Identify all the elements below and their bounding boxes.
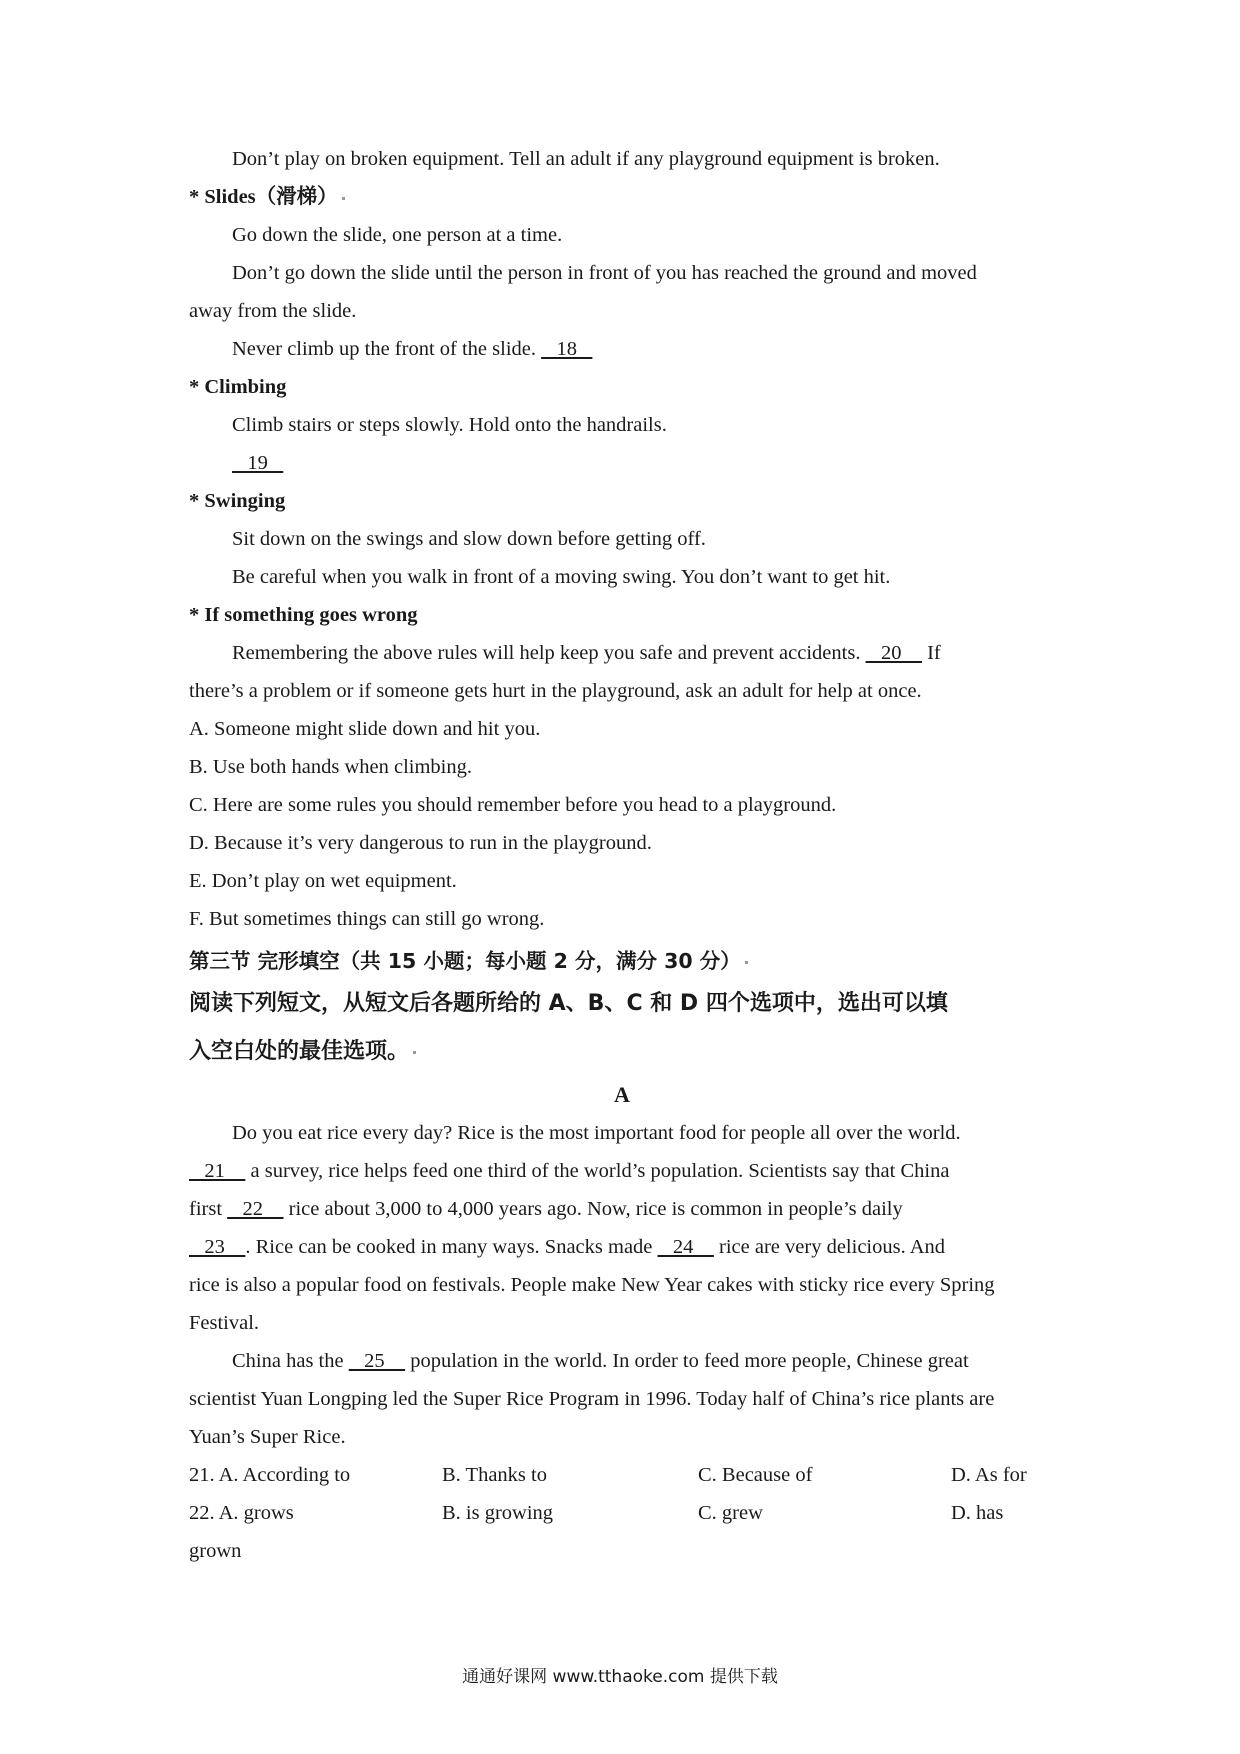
document-page [189,140,1055,1570]
choice-c: C. grew [698,1502,763,1524]
section-title-text: 第三节 完形填空（共 15 小题；每小题 2 分，满分 30 分） [189,949,741,973]
passage-label: A [614,1082,630,1107]
text-segment: a survey, rice helps feed one third of the world’s population. Scientists say that China [245,1160,950,1182]
paragraph-mark [413,1051,416,1054]
text-line: Sit down on the swings and slow down before getting off. [232,528,706,550]
text-segment: China has the [232,1350,349,1372]
blank-22: 22 [227,1198,284,1220]
choice-a: 22. A. grows [189,1502,294,1524]
text-segment: first [189,1198,228,1220]
text-segment: If [921,642,941,664]
text-line [189,634,1055,672]
choice-d-continuation: grown [189,1540,242,1562]
question-21 [189,1456,1055,1494]
option-d: D. Because it’s very dangerous to run in the playground. [189,832,652,854]
choice-b: B. is growing [442,1502,554,1524]
text-line: Climb stairs or steps slowly. Hold onto the handrails. [232,414,667,436]
text-line: Don’t play on broken equipment. Tell an adult if any playground equipment is broken. [232,148,940,170]
choice-c: C. Because of [698,1464,813,1486]
section-heading-slides [189,178,1055,216]
choice-d: D. As for [951,1464,1027,1486]
instruction-text: 入空白处的最佳选项。 [189,1039,410,1064]
text-line [189,444,1055,482]
text-segment: . Rice can be cooked in many ways. Snacks made [245,1236,658,1258]
instruction-line: 阅读下列短文，从短文后各题所给的 A、B、C 和 D 四个选项中，选出可以填 [189,991,948,1016]
text-line: away from the slide. [189,300,357,322]
choice-a: 21. A. According to [189,1464,351,1486]
option-b: B. Use both hands when climbing. [189,756,472,778]
blank-23: 23 [189,1236,246,1258]
blank-20: 20 [865,642,922,664]
text-segment: population in the world. In order to feed more people, Chinese great [405,1350,969,1372]
text-segment: Never climb up the front of the slide. [232,338,542,360]
heading-text: * Slides（滑梯） [189,186,338,208]
blank-21: 21 [189,1160,246,1182]
text-line: Yuan’s Super Rice. [189,1426,346,1448]
text-line: there’s a problem or if someone gets hurt in the playground, ask an adult for help at once. [189,680,922,702]
text-segment: Remembering the above rules will help keep you safe and prevent accidents. [232,642,866,664]
text-line [189,1228,1055,1266]
text-line [189,330,1055,368]
text-line: scientist Yuan Longping led the Super Rice Program in 1996. Today half of China’s rice plants are [189,1388,995,1410]
text-line: Do you eat rice every day? Rice is the most important food for people all over the world. [232,1122,961,1144]
option-c: C. Here are some rules you should remember before you head to a playground. [189,794,837,816]
footer-source: 通通好课网 www.tthaoke.com 提供下载 [462,1667,778,1687]
paragraph-mark [342,197,345,200]
text-line: Go down the slide, one person at a time. [232,224,563,246]
option-f: F. But sometimes things can still go wrong. [189,908,545,930]
blank-25: 25 [348,1350,406,1372]
text-segment: rice are very delicious. And [713,1236,946,1258]
option-a: A. Someone might slide down and hit you. [189,718,541,740]
section-heading-wrong: * If something goes wrong [189,604,418,626]
text-line: Be careful when you walk in front of a moving swing. You don’t want to get hit. [232,566,891,588]
option-e: E. Don’t play on wet equipment. [189,870,457,892]
question-22 [189,1494,1055,1532]
text-line [189,1152,1055,1190]
instruction-line [189,1028,1055,1076]
section-title [189,942,1055,980]
text-line: rice is also a popular food on festivals. People make New Year cakes with sticky rice every Spring [189,1274,995,1296]
section-heading-climbing: * Climbing [189,376,287,398]
blank-24: 24 [657,1236,714,1258]
choice-d: D. has [951,1502,1004,1524]
blank-19: 19 [232,452,284,474]
blank-18: 18 [541,338,593,360]
text-line [189,1342,1055,1380]
text-line [189,1190,1055,1228]
paragraph-mark [745,961,748,964]
text-segment: rice about 3,000 to 4,000 years ago. Now, rice is common in people’s daily [283,1198,903,1220]
text-line: Festival. [189,1312,260,1334]
section-heading-swinging: * Swinging [189,490,286,512]
choice-b: B. Thanks to [442,1464,547,1486]
text-line: Don’t go down the slide until the person in front of you has reached the ground and moved [232,262,977,284]
